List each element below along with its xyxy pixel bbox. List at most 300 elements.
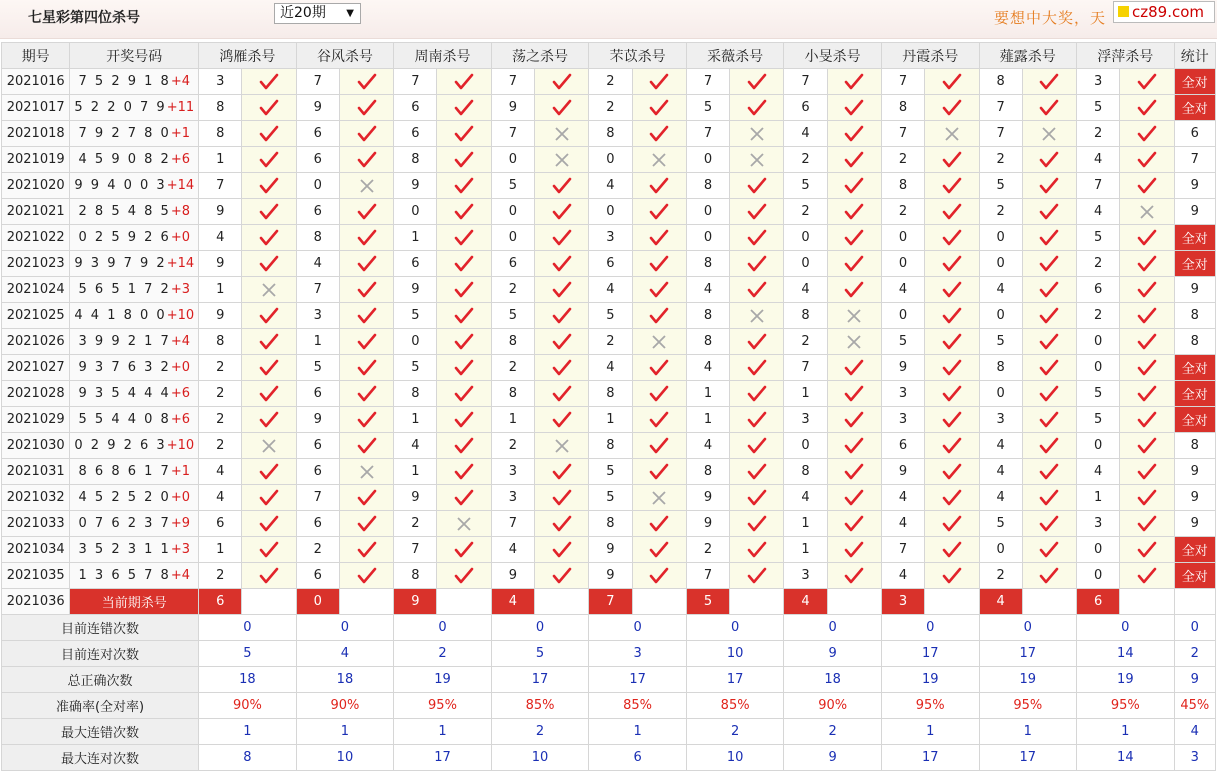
- check-icon: [633, 515, 686, 533]
- hit-cell: [925, 485, 979, 511]
- draw-digits: 0 2 5 9 2 6: [78, 230, 171, 245]
- kill-pick-cell: 7: [296, 69, 339, 95]
- draw-number-cell: [70, 69, 199, 95]
- draw-digits: 3 9 9 2 1 7: [78, 334, 171, 349]
- hit-cell: [632, 277, 686, 303]
- hit-cell: [1120, 147, 1174, 173]
- check-icon: [340, 333, 393, 351]
- hit-cell: [535, 511, 589, 537]
- summary-value: 5: [199, 641, 297, 667]
- current-kill-blank: [1022, 589, 1076, 615]
- hit-cell: [925, 537, 979, 563]
- kill-pick-cell: 9: [394, 277, 437, 303]
- miss-cell: [632, 147, 686, 173]
- hit-cell: [730, 381, 784, 407]
- check-icon: [1023, 333, 1076, 351]
- table-row: [2, 407, 1216, 433]
- kill-pick-cell: 5: [1077, 407, 1120, 433]
- current-kill-pick: 4: [491, 589, 534, 615]
- hit-cell: [632, 121, 686, 147]
- kill-pick-cell: 6: [296, 433, 339, 459]
- check-icon: [1120, 99, 1173, 117]
- kill-pick-cell: 5: [394, 303, 437, 329]
- check-icon: [828, 125, 881, 143]
- kill-pick-cell: 0: [784, 433, 827, 459]
- summary-value: 3: [589, 641, 687, 667]
- kill-pick-cell: 0: [491, 199, 534, 225]
- summary-value: 2: [686, 719, 784, 745]
- hit-cell: [437, 199, 491, 225]
- kill-pick-cell: 8: [784, 459, 827, 485]
- kill-pick-cell: 8: [686, 459, 729, 485]
- summary-value: 17: [979, 641, 1077, 667]
- summary-value: 19: [394, 667, 492, 693]
- check-icon: [437, 281, 490, 299]
- hit-cell: [925, 355, 979, 381]
- kill-pick-cell: 2: [1077, 121, 1120, 147]
- check-icon: [242, 411, 295, 429]
- draw-digits: 0 2 9 2 6 3: [74, 438, 167, 453]
- hit-cell: [437, 173, 491, 199]
- draw-digits: 4 5 9 0 8 2: [78, 152, 171, 167]
- hit-cell: [925, 563, 979, 589]
- check-icon: [535, 307, 588, 325]
- summary-value: 14: [1077, 641, 1175, 667]
- check-icon: [437, 73, 490, 91]
- issue-cell: 2021026: [2, 329, 70, 355]
- current-kill-blank: [925, 589, 979, 615]
- hit-cell: [632, 537, 686, 563]
- check-icon: [1023, 385, 1076, 403]
- summary-value: 19: [881, 667, 979, 693]
- hit-cell: [827, 433, 881, 459]
- hit-cell: [632, 225, 686, 251]
- check-icon: [1120, 125, 1173, 143]
- check-icon: [242, 541, 295, 559]
- draw-number-cell: [70, 277, 199, 303]
- check-icon: [535, 333, 588, 351]
- hit-cell: [1120, 69, 1174, 95]
- kill-pick-cell: 0: [1077, 329, 1120, 355]
- current-issue-row: [2, 589, 1216, 615]
- hit-cell: [730, 485, 784, 511]
- summary-value: 1: [979, 719, 1077, 745]
- issue-cell: 2021023: [2, 251, 70, 277]
- hit-cell: [437, 329, 491, 355]
- check-icon: [1023, 151, 1076, 169]
- kill-pick-cell: 9: [199, 251, 242, 277]
- kill-number-table: [1, 42, 1216, 771]
- hit-cell: [632, 199, 686, 225]
- check-icon: [925, 385, 978, 403]
- kill-pick-cell: 2: [199, 407, 242, 433]
- hit-cell: [339, 433, 393, 459]
- summary-total: 0: [1174, 615, 1215, 641]
- stat-cell: 9: [1174, 485, 1215, 511]
- check-icon: [1023, 281, 1076, 299]
- kill-pick-cell: 0: [979, 303, 1022, 329]
- cross-icon: [242, 438, 295, 454]
- kill-pick-cell: 4: [881, 485, 924, 511]
- hit-cell: [632, 433, 686, 459]
- check-icon: [437, 359, 490, 377]
- cross-icon: [340, 464, 393, 480]
- kill-pick-cell: 8: [881, 95, 924, 121]
- issue-cell: 2021032: [2, 485, 70, 511]
- summary-value: 85%: [589, 693, 687, 719]
- summary-label: 准确率(全对率): [2, 693, 199, 719]
- check-icon: [340, 515, 393, 533]
- hit-cell: [242, 251, 296, 277]
- check-icon: [242, 515, 295, 533]
- kill-pick-cell: 9: [686, 511, 729, 537]
- slogan-text: 要想中大奖，天: [994, 9, 1107, 27]
- table-row: [2, 537, 1216, 563]
- check-icon: [242, 333, 295, 351]
- check-icon: [242, 99, 295, 117]
- kill-pick-cell: 8: [589, 511, 632, 537]
- hit-cell: [730, 173, 784, 199]
- hit-cell: [1022, 433, 1076, 459]
- hit-cell: [339, 95, 393, 121]
- draw-bonus: +0: [170, 360, 190, 375]
- hit-cell: [827, 173, 881, 199]
- kill-pick-cell: 4: [199, 225, 242, 251]
- current-kill-pick: 6: [1077, 589, 1120, 615]
- kill-pick-cell: 0: [394, 329, 437, 355]
- check-icon: [437, 411, 490, 429]
- draw-number-cell: [70, 381, 199, 407]
- col-header-killer: 小旻杀号: [784, 43, 882, 69]
- all-correct-badge: 全对: [1174, 563, 1215, 589]
- summary-value: 19: [1077, 667, 1175, 693]
- hit-cell: [1022, 95, 1076, 121]
- kill-pick-cell: 8: [296, 225, 339, 251]
- kill-pick-cell: 0: [686, 147, 729, 173]
- kill-pick-cell: 0: [1077, 433, 1120, 459]
- kill-pick-cell: 6: [394, 121, 437, 147]
- check-icon: [1120, 281, 1173, 299]
- kill-pick-cell: 0: [491, 147, 534, 173]
- summary-value: 8: [199, 745, 297, 771]
- hit-cell: [535, 277, 589, 303]
- kill-pick-cell: 5: [296, 355, 339, 381]
- kill-pick-cell: 2: [589, 69, 632, 95]
- kill-pick-cell: 0: [979, 381, 1022, 407]
- check-icon: [828, 203, 881, 221]
- summary-value: 14: [1077, 745, 1175, 771]
- all-correct-badge: 全对: [1174, 407, 1215, 433]
- check-icon: [437, 177, 490, 195]
- kill-pick-cell: 3: [491, 485, 534, 511]
- table-row: [2, 303, 1216, 329]
- hit-cell: [242, 459, 296, 485]
- summary-value: 2: [394, 641, 492, 667]
- check-icon: [340, 125, 393, 143]
- miss-cell: [730, 303, 784, 329]
- issue-cell: 2021033: [2, 511, 70, 537]
- kill-pick-cell: 5: [1077, 381, 1120, 407]
- hit-cell: [925, 69, 979, 95]
- check-icon: [1120, 333, 1173, 351]
- hit-cell: [730, 537, 784, 563]
- kill-pick-cell: 4: [979, 485, 1022, 511]
- table-row: [2, 225, 1216, 251]
- current-kill-blank: [437, 589, 491, 615]
- kill-pick-cell: 2: [491, 355, 534, 381]
- check-icon: [340, 359, 393, 377]
- current-kill-blank: [339, 589, 393, 615]
- draw-number-cell: [70, 95, 199, 121]
- check-icon: [633, 307, 686, 325]
- draw-number-cell: [70, 147, 199, 173]
- hit-cell: [1022, 485, 1076, 511]
- kill-pick-cell: 9: [686, 485, 729, 511]
- summary-row: [2, 615, 1216, 641]
- check-icon: [242, 229, 295, 247]
- kill-pick-cell: 7: [296, 485, 339, 511]
- table-row: [2, 563, 1216, 589]
- hit-cell: [827, 511, 881, 537]
- issue-cell: 2021019: [2, 147, 70, 173]
- hit-cell: [730, 459, 784, 485]
- hit-cell: [339, 407, 393, 433]
- col-header-killer: 鸿雁杀号: [199, 43, 297, 69]
- issue-cell: 2021028: [2, 381, 70, 407]
- check-icon: [242, 463, 295, 481]
- hit-cell: [1120, 251, 1174, 277]
- kill-pick-cell: 0: [491, 225, 534, 251]
- draw-number-cell: [70, 355, 199, 381]
- miss-cell: [535, 121, 589, 147]
- check-icon: [730, 463, 783, 481]
- kill-pick-cell: 8: [686, 303, 729, 329]
- hit-cell: [1120, 225, 1174, 251]
- issue-cell: 2021024: [2, 277, 70, 303]
- hit-cell: [827, 459, 881, 485]
- check-icon: [925, 73, 978, 91]
- summary-value: 95%: [1077, 693, 1175, 719]
- kill-pick-cell: 0: [1077, 355, 1120, 381]
- kill-pick-cell: 9: [491, 95, 534, 121]
- kill-pick-cell: 9: [296, 407, 339, 433]
- hit-cell: [925, 459, 979, 485]
- kill-pick-cell: 5: [589, 485, 632, 511]
- kill-pick-cell: 3: [1077, 511, 1120, 537]
- draw-number-cell: [70, 537, 199, 563]
- hit-cell: [437, 381, 491, 407]
- kill-pick-cell: 3: [199, 69, 242, 95]
- check-icon: [1023, 99, 1076, 117]
- kill-pick-cell: 2: [394, 511, 437, 537]
- check-icon: [1023, 515, 1076, 533]
- table-row: [2, 511, 1216, 537]
- col-header-killer: 薤露杀号: [979, 43, 1077, 69]
- hit-cell: [535, 173, 589, 199]
- check-icon: [1023, 359, 1076, 377]
- check-icon: [633, 177, 686, 195]
- hit-cell: [730, 69, 784, 95]
- kill-pick-cell: 9: [394, 485, 437, 511]
- summary-value: 0: [1077, 615, 1175, 641]
- kill-pick-cell: 4: [1077, 147, 1120, 173]
- kill-pick-cell: 3: [784, 563, 827, 589]
- hit-cell: [339, 147, 393, 173]
- check-icon: [1120, 411, 1173, 429]
- kill-pick-cell: 7: [881, 121, 924, 147]
- hit-cell: [1022, 537, 1076, 563]
- summary-value: 10: [296, 745, 394, 771]
- table-row: [2, 69, 1216, 95]
- kill-pick-cell: 5: [589, 303, 632, 329]
- hit-cell: [1120, 537, 1174, 563]
- cross-icon: [340, 178, 393, 194]
- hit-cell: [242, 563, 296, 589]
- current-kill-pick: 5: [686, 589, 729, 615]
- kill-pick-cell: 8: [979, 355, 1022, 381]
- cross-icon: [828, 308, 881, 324]
- hit-cell: [632, 511, 686, 537]
- summary-total: 4: [1174, 719, 1215, 745]
- kill-pick-cell: 4: [881, 511, 924, 537]
- site-logo[interactable]: [1113, 1, 1215, 23]
- draw-digits: 7 5 2 9 1 8: [78, 74, 171, 89]
- draw-number-cell: [70, 121, 199, 147]
- summary-value: 0: [979, 615, 1077, 641]
- summary-value: 2: [491, 719, 589, 745]
- hit-cell: [437, 225, 491, 251]
- check-icon: [242, 151, 295, 169]
- col-header-draw: 开奖号码: [70, 43, 199, 69]
- check-icon: [1023, 177, 1076, 195]
- summary-value: 95%: [881, 693, 979, 719]
- kill-pick-cell: 8: [394, 563, 437, 589]
- hit-cell: [1022, 69, 1076, 95]
- check-icon: [437, 125, 490, 143]
- check-icon: [437, 99, 490, 117]
- kill-pick-cell: 0: [1077, 537, 1120, 563]
- check-icon: [925, 203, 978, 221]
- check-icon: [437, 567, 490, 585]
- col-header-killer: 丹霞杀号: [881, 43, 979, 69]
- cross-icon: [925, 126, 978, 142]
- check-icon: [633, 463, 686, 481]
- check-icon: [828, 411, 881, 429]
- hit-cell: [925, 303, 979, 329]
- kill-pick-cell: 4: [686, 433, 729, 459]
- check-icon: [1120, 229, 1173, 247]
- check-icon: [1023, 73, 1076, 91]
- draw-digits: 4 4 1 8 0 0: [74, 308, 167, 323]
- kill-pick-cell: 3: [881, 381, 924, 407]
- kill-pick-cell: 6: [296, 199, 339, 225]
- miss-cell: [925, 121, 979, 147]
- col-header-killer: 荡之杀号: [491, 43, 589, 69]
- col-header-killer: 浮萍杀号: [1077, 43, 1175, 69]
- check-icon: [535, 359, 588, 377]
- kill-pick-cell: 8: [589, 381, 632, 407]
- check-icon: [437, 463, 490, 481]
- miss-cell: [242, 277, 296, 303]
- kill-pick-cell: 8: [491, 329, 534, 355]
- check-icon: [828, 567, 881, 585]
- draw-number-cell: [70, 563, 199, 589]
- current-kill-blank: [632, 589, 686, 615]
- summary-value: 6: [589, 745, 687, 771]
- hit-cell: [339, 303, 393, 329]
- check-icon: [925, 99, 978, 117]
- check-icon: [925, 463, 978, 481]
- check-icon: [1023, 463, 1076, 481]
- summary-label: 最大连错次数: [2, 719, 199, 745]
- hit-cell: [437, 563, 491, 589]
- hit-cell: [535, 303, 589, 329]
- check-icon: [437, 229, 490, 247]
- summary-value: 0: [394, 615, 492, 641]
- hit-cell: [730, 199, 784, 225]
- summary-value: 85%: [491, 693, 589, 719]
- summary-value: 18: [199, 667, 297, 693]
- kill-pick-cell: 4: [979, 433, 1022, 459]
- hit-cell: [925, 407, 979, 433]
- stat-cell: 8: [1174, 329, 1215, 355]
- table-row: [2, 199, 1216, 225]
- check-icon: [340, 307, 393, 325]
- draw-bonus: +4: [170, 568, 190, 583]
- hit-cell: [535, 485, 589, 511]
- check-icon: [242, 307, 295, 325]
- check-icon: [925, 515, 978, 533]
- kill-pick-cell: 7: [199, 173, 242, 199]
- summary-value: 1: [296, 719, 394, 745]
- kill-pick-cell: 8: [394, 147, 437, 173]
- kill-pick-cell: 1: [394, 407, 437, 433]
- top-bar: [0, 0, 1217, 39]
- kill-pick-cell: 6: [296, 563, 339, 589]
- hit-cell: [437, 95, 491, 121]
- summary-value: 5: [491, 641, 589, 667]
- kill-pick-cell: 9: [394, 173, 437, 199]
- stat-cell: 9: [1174, 277, 1215, 303]
- hit-cell: [339, 355, 393, 381]
- col-header-issue: 期号: [2, 43, 70, 69]
- kill-pick-cell: 6: [296, 381, 339, 407]
- hit-cell: [242, 173, 296, 199]
- check-icon: [925, 333, 978, 351]
- hit-cell: [632, 563, 686, 589]
- summary-value: 2: [784, 719, 882, 745]
- draw-digits: 3 5 2 3 1 1: [78, 542, 171, 557]
- check-icon: [340, 99, 393, 117]
- hit-cell: [925, 433, 979, 459]
- table-row: [2, 277, 1216, 303]
- hit-cell: [632, 381, 686, 407]
- kill-pick-cell: 9: [881, 355, 924, 381]
- period-select[interactable]: [274, 3, 361, 24]
- check-icon: [340, 541, 393, 559]
- hit-cell: [535, 459, 589, 485]
- check-icon: [925, 177, 978, 195]
- hit-cell: [730, 251, 784, 277]
- hit-cell: [339, 199, 393, 225]
- check-icon: [633, 99, 686, 117]
- check-icon: [828, 437, 881, 455]
- current-issue-cell: 2021036: [2, 589, 70, 615]
- kill-pick-cell: 8: [491, 381, 534, 407]
- table-row: [2, 95, 1216, 121]
- kill-pick-cell: 4: [589, 173, 632, 199]
- hit-cell: [1120, 459, 1174, 485]
